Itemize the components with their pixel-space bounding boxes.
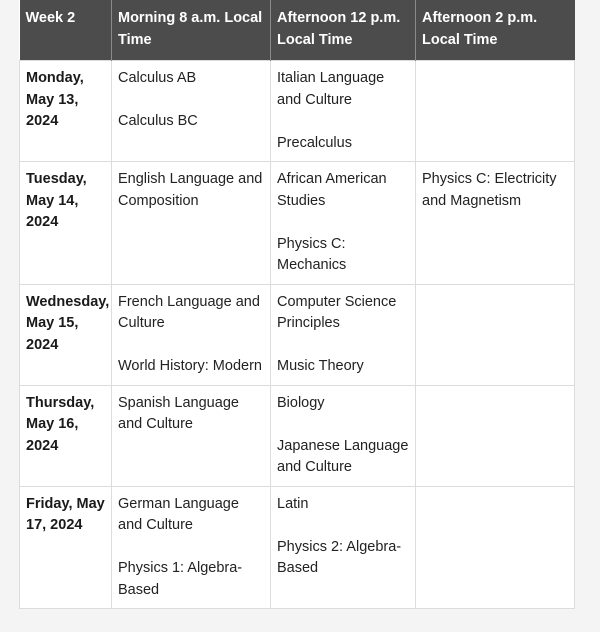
table-body	[20, 61, 575, 609]
day-cell: Thursday, May 16, 2024	[20, 385, 112, 486]
table-header	[20, 0, 575, 61]
exam-schedule-table	[19, 0, 575, 609]
noon-cell	[271, 162, 416, 285]
exam-name: Spanish Language and Culture	[118, 394, 239, 432]
exam-name: English Language and Composition	[118, 171, 263, 209]
afternoon-cell	[416, 284, 575, 385]
table-row	[20, 486, 575, 609]
afternoon-cell	[416, 61, 575, 162]
exam-name: Physics C: Mechanics	[277, 235, 347, 273]
header-morning: Morning 8 a.m. Local Time	[112, 0, 271, 61]
table-row	[20, 385, 575, 486]
day-cell: Wednesday, May 15, 2024	[20, 284, 112, 385]
day-cell: Friday, May 17, 2024	[20, 486, 112, 609]
noon-cell	[271, 284, 416, 385]
exam-name: French Language and Culture	[118, 293, 260, 331]
exam-name: Physics 1: Algebra-Based	[118, 560, 243, 598]
morning-cell	[112, 486, 271, 609]
morning-cell	[112, 385, 271, 486]
exam-name: Physics C: Electricity and Magnetism	[422, 171, 557, 209]
header-noon: Afternoon 12 p.m. Local Time	[271, 0, 416, 61]
exam-name: Latin	[277, 495, 309, 512]
afternoon-cell	[416, 486, 575, 609]
day-cell: Monday, May 13, 2024	[20, 61, 112, 162]
exam-name: German Language and Culture	[118, 495, 239, 533]
morning-cell	[112, 61, 271, 162]
morning-cell	[112, 162, 271, 285]
exam-name: Japanese Language and Culture	[277, 437, 409, 475]
noon-cell	[271, 486, 416, 609]
day-cell: Tuesday, May 14, 2024	[20, 162, 112, 285]
afternoon-cell	[416, 162, 575, 285]
table-row	[20, 162, 575, 285]
noon-cell	[271, 61, 416, 162]
exam-name: Italian Language and Culture	[277, 70, 385, 108]
header-week: Week 2	[20, 0, 112, 61]
exam-name: Precalculus	[277, 134, 352, 151]
exam-name: Calculus AB	[118, 70, 197, 86]
exam-name: Biology	[277, 394, 325, 411]
exam-name: Physics 2: Algebra-Based	[277, 538, 402, 576]
exam-name: Computer Science Principles	[277, 293, 397, 331]
header-afternoon: Afternoon 2 p.m. Local Time	[416, 0, 575, 61]
header-row	[20, 0, 575, 61]
morning-cell	[112, 284, 271, 385]
table-row	[20, 61, 575, 162]
exam-name: World History: Modern	[118, 358, 262, 374]
exam-name: Music Theory	[277, 358, 364, 374]
table-row	[20, 284, 575, 385]
exam-name: African American Studies	[277, 171, 387, 209]
afternoon-cell	[416, 385, 575, 486]
noon-cell	[271, 385, 416, 486]
exam-name: Calculus BC	[118, 113, 198, 129]
